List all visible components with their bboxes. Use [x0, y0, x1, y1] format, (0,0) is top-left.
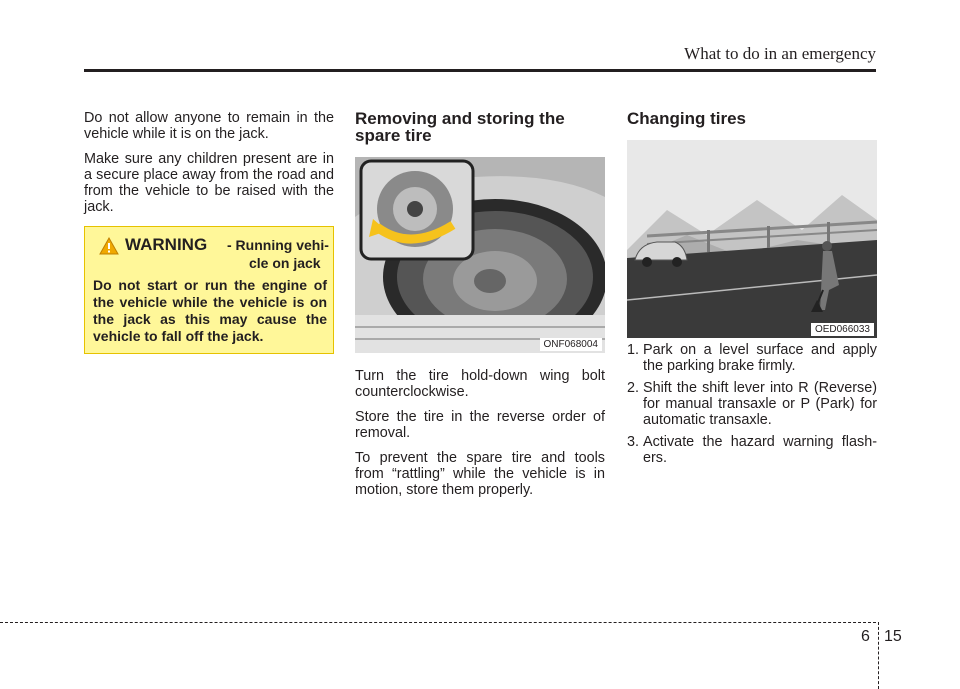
list-item: [627, 434, 877, 466]
page-number: 15: [884, 628, 902, 645]
paragraph: Do not allow anyone to remain in the vehicle while it is on the jack.: [84, 110, 334, 142]
warning-word: WARNING: [125, 235, 208, 254]
paragraph: Make sure any children present are in a secure place away from the road and from the vehicle to be raised with the jack.: [84, 151, 334, 215]
step-number: 3.: [627, 434, 640, 450]
warning-subtitle: cle on jack: [249, 255, 321, 271]
figure-code: OED066033: [811, 323, 874, 336]
footer-rule: [0, 622, 876, 623]
warning-icon: [99, 237, 119, 255]
step-text: Park on a level surface and apply the parking brake firmly.: [643, 342, 877, 374]
middle-text: [355, 368, 605, 507]
list-item: [627, 380, 877, 428]
list-item: [627, 342, 877, 374]
warning-subtitle: - Running vehi-: [227, 237, 329, 253]
header-rule: [84, 69, 876, 72]
spare-tire-illustration: [355, 157, 605, 353]
footer-divider: [878, 622, 879, 689]
step-text: Shift the shift lever into R (Reverse) for manual transaxle or P (Park) for automatic transaxle.: [643, 380, 877, 428]
section-heading: Removing and storing the spare tire: [355, 109, 565, 145]
step-number: 1.: [627, 342, 640, 358]
warning-box: [84, 226, 334, 354]
steps-list: [627, 342, 877, 472]
figure-code: ONF068004: [540, 338, 602, 351]
chapter-number: 6: [861, 628, 870, 645]
section-title: What to do in an emergency: [684, 44, 876, 63]
section-heading: Changing tires: [627, 109, 747, 128]
warning-text: Do not start or run the engine of the vehicle while the vehicle is on the jack as this may cause the vehicle to fall off the jack.: [93, 277, 327, 344]
step-number: 2.: [627, 380, 640, 396]
step-text: Activate the hazard warning flash- ers.: [643, 434, 877, 466]
left-column: [84, 110, 334, 224]
paragraph: To prevent the spare tire and tools from “rattling” while the vehicle is in motion, store them properly.: [355, 450, 605, 498]
roadside-illustration: [627, 140, 877, 338]
paragraph: Store the tire in the reverse order of removal.: [355, 409, 605, 441]
spare-tire-drawing: [355, 157, 605, 353]
paragraph: Turn the tire hold-down wing bolt counterclockwise.: [355, 368, 605, 400]
roadside-drawing: [627, 140, 877, 338]
